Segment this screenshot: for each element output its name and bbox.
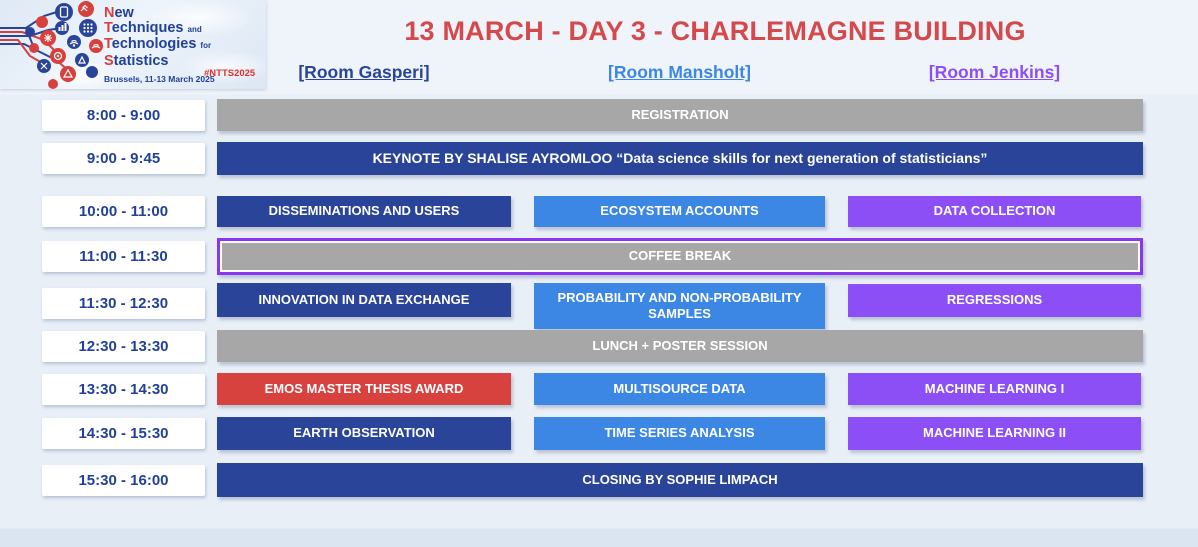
event-disseminations-and-users: DISSEMINATIONS AND USERS: [217, 196, 511, 227]
time-slot-0800-0900: 8:00 - 9:00: [42, 100, 205, 131]
time-slot-1430-1530: 14:30 - 15:30: [42, 418, 205, 449]
logo-line-statistics: Statistics: [104, 52, 169, 69]
event-closing: CLOSING BY SOPHIE LIMPACH: [217, 463, 1143, 497]
event-keynote: KEYNOTE BY SHALISE AYROMLOO “Data science skills for next generation of statisticians”: [217, 142, 1143, 175]
time-slot-1000-1100: 10:00 - 11:00: [42, 196, 205, 227]
logo-dates: Brussels, 11-13 March 2025: [104, 74, 215, 84]
event-emos-master-thesis-award: EMOS MASTER THESIS AWARD: [217, 373, 511, 405]
time-slot-1530-1600: 15:30 - 16:00: [42, 465, 205, 496]
logo-line-techniques: Techniques and: [104, 19, 202, 36]
time-slot-1100-1130: 11:00 - 11:30: [42, 241, 205, 272]
event-multisource-data: MULTISOURCE DATA: [534, 373, 825, 405]
event-earth-observation: EARTH OBSERVATION: [217, 417, 511, 450]
room-link-gasperi[interactable]: [Room Gasperi]: [298, 62, 430, 82]
event-coffee-break: COFFEE BREAK: [217, 238, 1143, 275]
event-machine-learning-1: MACHINE LEARNING I: [848, 373, 1141, 405]
page-title: 13 MARCH - DAY 3 - CHARLEMAGNE BUILDING: [404, 16, 1026, 46]
event-data-collection: DATA COLLECTION: [848, 196, 1141, 227]
network-logo-icon: [0, 0, 104, 89]
logo-line-new: New: [104, 5, 134, 21]
time-slot-1330-1430: 13:30 - 14:30: [42, 374, 205, 405]
event-ecosystem-accounts: ECOSYSTEM ACCOUNTS: [534, 196, 825, 227]
room-link-mansholt[interactable]: [Room Mansholt]: [608, 62, 751, 82]
logo-line-technologies: Technologies for: [104, 36, 212, 52]
event-probability-samples: PROBABILITY AND NON-PROBABILITY SAMPLES: [534, 283, 825, 329]
room-link-jenkins[interactable]: [Room Jenkins]: [928, 62, 1061, 82]
event-regressions: REGRESSIONS: [848, 284, 1141, 317]
event-innovation-in-data-exchange: INNOVATION IN DATA EXCHANGE: [217, 283, 511, 317]
time-slot-1230-1330: 12:30 - 13:30: [42, 331, 205, 362]
event-lunch-poster-session: LUNCH + POSTER SESSION: [217, 330, 1143, 362]
event-time-series-analysis: TIME SERIES ANALYSIS: [534, 417, 825, 450]
time-slot-0900-0945: 9:00 - 9:45: [42, 143, 205, 174]
event-registration: REGISTRATION: [217, 99, 1143, 131]
event-machine-learning-2: MACHINE LEARNING II: [848, 417, 1141, 450]
logo-hashtag: #NTTS2025: [204, 68, 256, 79]
time-slot-1130-1230: 11:30 - 12:30: [42, 288, 205, 319]
